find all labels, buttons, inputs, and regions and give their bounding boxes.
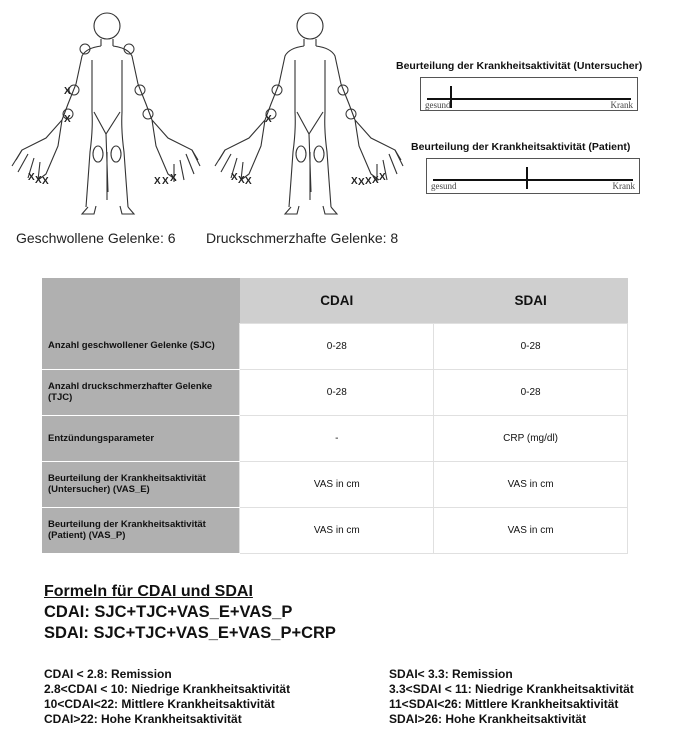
vas-patient-high-label: Krank: [612, 181, 635, 191]
vas-patient-low-label: gesund: [431, 181, 457, 191]
svg-text:X: X: [170, 173, 177, 184]
sdai-threshold-line: SDAI>26: Hohe Krankheitsaktivität: [389, 712, 587, 726]
cdai-threshold-line: CDAI < 2.8: Remission: [44, 667, 172, 681]
svg-text:X: X: [372, 175, 379, 186]
sdai-thresholds: [389, 667, 634, 727]
cdai-thresholds: [44, 667, 290, 727]
cdai-threshold-line: 10<CDAI<22: Mittlere Krankheitsaktivität: [44, 697, 275, 711]
cdai-cell: 0-28: [240, 369, 434, 415]
table-corner-cell: [42, 278, 240, 323]
table-row: [42, 323, 628, 369]
vas-examiner-low-label: gesund: [425, 100, 451, 110]
svg-text:X: X: [351, 176, 358, 187]
row-label: Beurteilung der Krankheitsaktivität (Patient) (VAS_P): [42, 507, 240, 553]
sdai-cell: VAS in cm: [434, 461, 628, 507]
svg-text:X: X: [154, 176, 161, 187]
sdai-threshold-line: SDAI< 3.3: Remission: [389, 667, 513, 681]
svg-text:X: X: [245, 176, 252, 187]
cdai-cell: VAS in cm: [240, 507, 434, 553]
svg-text:X: X: [231, 172, 238, 183]
vas-patient-title: Beurteilung der Krankheitsaktivität (Patient): [411, 141, 631, 153]
cdai-threshold-line: 2.8<CDAI < 10: Niedrige Krankheitsaktivität: [44, 682, 291, 696]
row-label: Beurteilung der Krankheitsaktivität (Untersucher) (VAS_E): [42, 461, 240, 507]
row-label: Anzahl druckschmerzhafter Gelenke (TJC): [42, 369, 240, 415]
table-row: [42, 461, 628, 507]
sdai-formula: SDAI: SJC+TJC+VAS_E+VAS_P+CRP: [44, 624, 336, 642]
sdai-cell: 0-28: [434, 369, 628, 415]
vas-patient-marker: [526, 167, 528, 189]
vas-examiner-scale: [420, 77, 638, 111]
svg-text:X: X: [35, 175, 42, 186]
svg-text:X: X: [42, 176, 49, 187]
row-label: Entzündungsparameter: [42, 415, 240, 461]
tender-joints-caption: Druckschmerzhafte Gelenke: 8: [206, 230, 399, 246]
sdai-cell: 0-28: [434, 323, 628, 369]
vas-examiner-title: Beurteilung der Krankheitsaktivität (Untersucher): [396, 60, 643, 72]
swollen-joints-caption: Geschwollene Gelenke: 6: [16, 230, 176, 246]
header-sdai: SDAI: [434, 278, 628, 323]
svg-text:X: X: [265, 114, 272, 125]
table-row: [42, 415, 628, 461]
svg-text:X: X: [365, 176, 372, 187]
vas-examiner-high-label: Krank: [610, 100, 633, 110]
row-label: Anzahl geschwollener Gelenke (SJC): [42, 323, 240, 369]
svg-text:X: X: [379, 172, 386, 183]
svg-text:X: X: [238, 175, 245, 186]
homunculus-swollen: [2, 2, 202, 220]
svg-text:X: X: [28, 172, 35, 183]
svg-text:X: X: [64, 86, 71, 97]
formula-title: Formeln für CDAI und SDAI: [44, 583, 253, 600]
table-row: [42, 369, 628, 415]
homunculus-tender: [205, 2, 405, 220]
table-row: [42, 507, 628, 553]
table-header-row: [42, 278, 628, 323]
cdai-sdai-table: [42, 278, 628, 554]
vas-patient-line: [433, 179, 633, 181]
sdai-cell: VAS in cm: [434, 507, 628, 553]
cdai-threshold-line: CDAI>22: Hohe Krankheitsaktivität: [44, 712, 242, 726]
cdai-formula: CDAI: SJC+TJC+VAS_E+VAS_P: [44, 603, 293, 621]
cdai-cell: VAS in cm: [240, 461, 434, 507]
sdai-threshold-line: 3.3<SDAI < 11: Niedrige Krankheitsaktivität: [389, 682, 634, 696]
cdai-cell: 0-28: [240, 323, 434, 369]
sdai-threshold-line: 11<SDAI<26: Mittlere Krankheitsaktivität: [389, 697, 619, 711]
vas-examiner-line: [427, 98, 631, 100]
sdai-cell: CRP (mg/dl): [434, 415, 628, 461]
vas-patient-scale: [426, 158, 640, 194]
svg-text:X: X: [162, 176, 169, 187]
svg-text:X: X: [64, 114, 71, 125]
header-cdai: CDAI: [240, 278, 434, 323]
svg-text:X: X: [358, 177, 365, 188]
cdai-cell: -: [240, 415, 434, 461]
